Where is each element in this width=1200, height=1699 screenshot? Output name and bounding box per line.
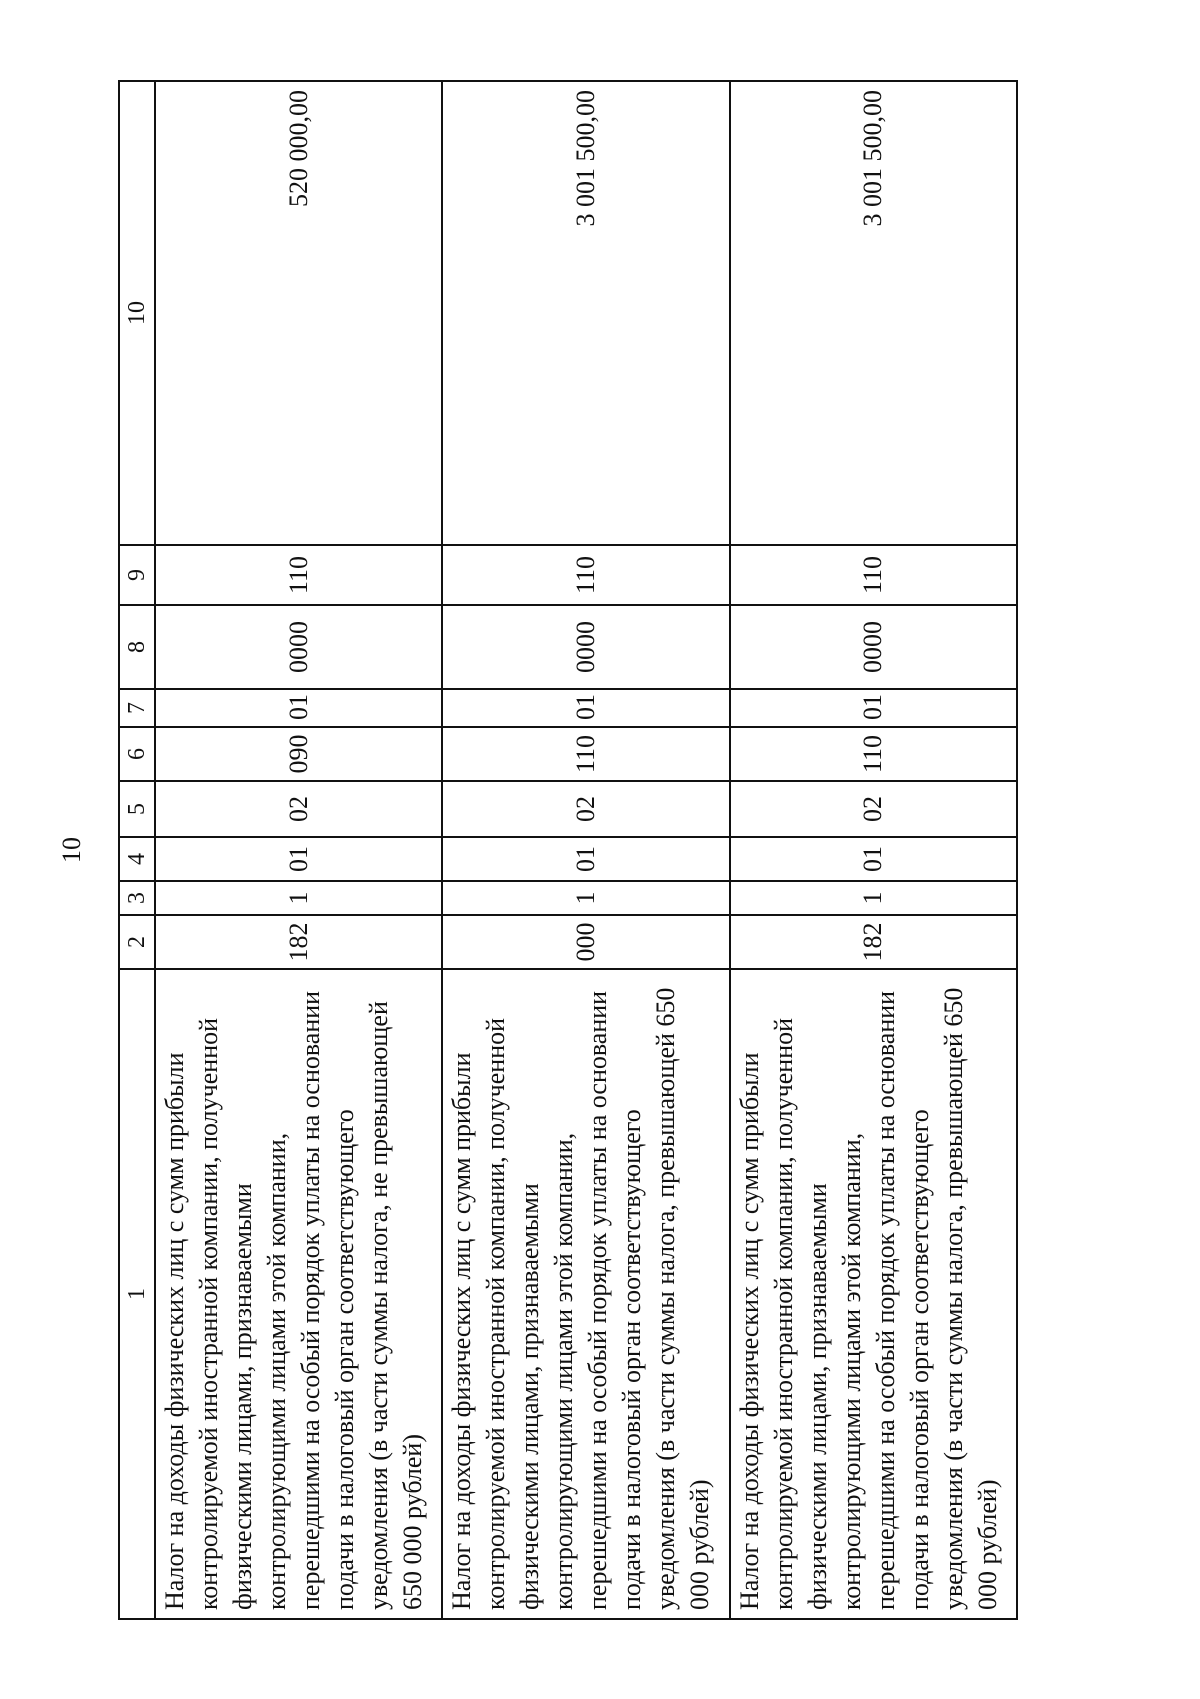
amount: 3 001 500,00 [442, 81, 729, 545]
row-description: Налог на доходы физических лиц с сумм прибыли контролируемой иностранной компании, полученной физическими лицами, признаваемыми контролирующими лицами этой компании, перешедшими на особый порядок уплаты на основании подачи в налоговый орган соответствующего уведомления (в части суммы налога, не превышающей 650 000 рублей) [155, 969, 442, 1619]
header-col-8: 8 [119, 605, 155, 689]
code-element: 01 [155, 689, 442, 727]
code-economic: 110 [442, 545, 729, 605]
rotated-table-wrapper [118, 82, 1018, 1620]
header-col-9: 9 [119, 545, 155, 605]
code-economic: 110 [155, 545, 442, 605]
row-description: Налог на доходы физических лиц с сумм прибыли контролируемой иностранной компании, полученной физическими лицами, признаваемыми контролирующими лицами этой компании, перешедшими на особый порядок уплаты на основании подачи в налоговый орган соответствующего уведомления (в части суммы налога, превышающей 650 000 рублей) [442, 969, 729, 1619]
row-description: Налог на доходы физических лиц с сумм прибыли контролируемой иностранной компании, полученной физическими лицами, признаваемыми контролирующими лицами этой компании, перешедшими на особый порядок уплаты на основании подачи в налоговый орган соответствующего уведомления (в части суммы налога, превышающей 650 000 рублей) [730, 969, 1017, 1619]
code-article: 02 [442, 781, 729, 837]
code-article: 02 [155, 781, 442, 837]
code-economic: 110 [730, 545, 1017, 605]
header-col-5: 5 [119, 781, 155, 837]
code-group: 1 [155, 881, 442, 915]
amount: 520 000,00 [155, 81, 442, 545]
header-col-6: 6 [119, 727, 155, 781]
code-article: 02 [730, 781, 1017, 837]
header-row [119, 81, 155, 1619]
code-subgroup: 01 [155, 837, 442, 881]
code-group: 1 [730, 881, 1017, 915]
header-col-7: 7 [119, 689, 155, 727]
header-col-3: 3 [119, 881, 155, 915]
code-program: 0000 [155, 605, 442, 689]
table-row [155, 81, 442, 1619]
table-row [442, 81, 729, 1619]
code-admin: 182 [155, 915, 442, 969]
code-subarticle: 110 [442, 727, 729, 781]
page-number: 10 [57, 837, 86, 863]
code-subgroup: 01 [442, 837, 729, 881]
code-program: 0000 [442, 605, 729, 689]
code-subarticle: 090 [155, 727, 442, 781]
budget-table [118, 80, 1018, 1620]
code-subgroup: 01 [730, 837, 1017, 881]
table-row [730, 81, 1017, 1619]
code-program: 0000 [730, 605, 1017, 689]
code-element: 01 [442, 689, 729, 727]
header-col-1: 1 [119, 969, 155, 1619]
code-element: 01 [730, 689, 1017, 727]
code-admin: 182 [730, 915, 1017, 969]
amount: 3 001 500,00 [730, 81, 1017, 545]
code-subarticle: 110 [730, 727, 1017, 781]
header-col-10: 10 [119, 81, 155, 545]
header-col-2: 2 [119, 915, 155, 969]
header-col-4: 4 [119, 837, 155, 881]
code-group: 1 [442, 881, 729, 915]
code-admin: 000 [442, 915, 729, 969]
